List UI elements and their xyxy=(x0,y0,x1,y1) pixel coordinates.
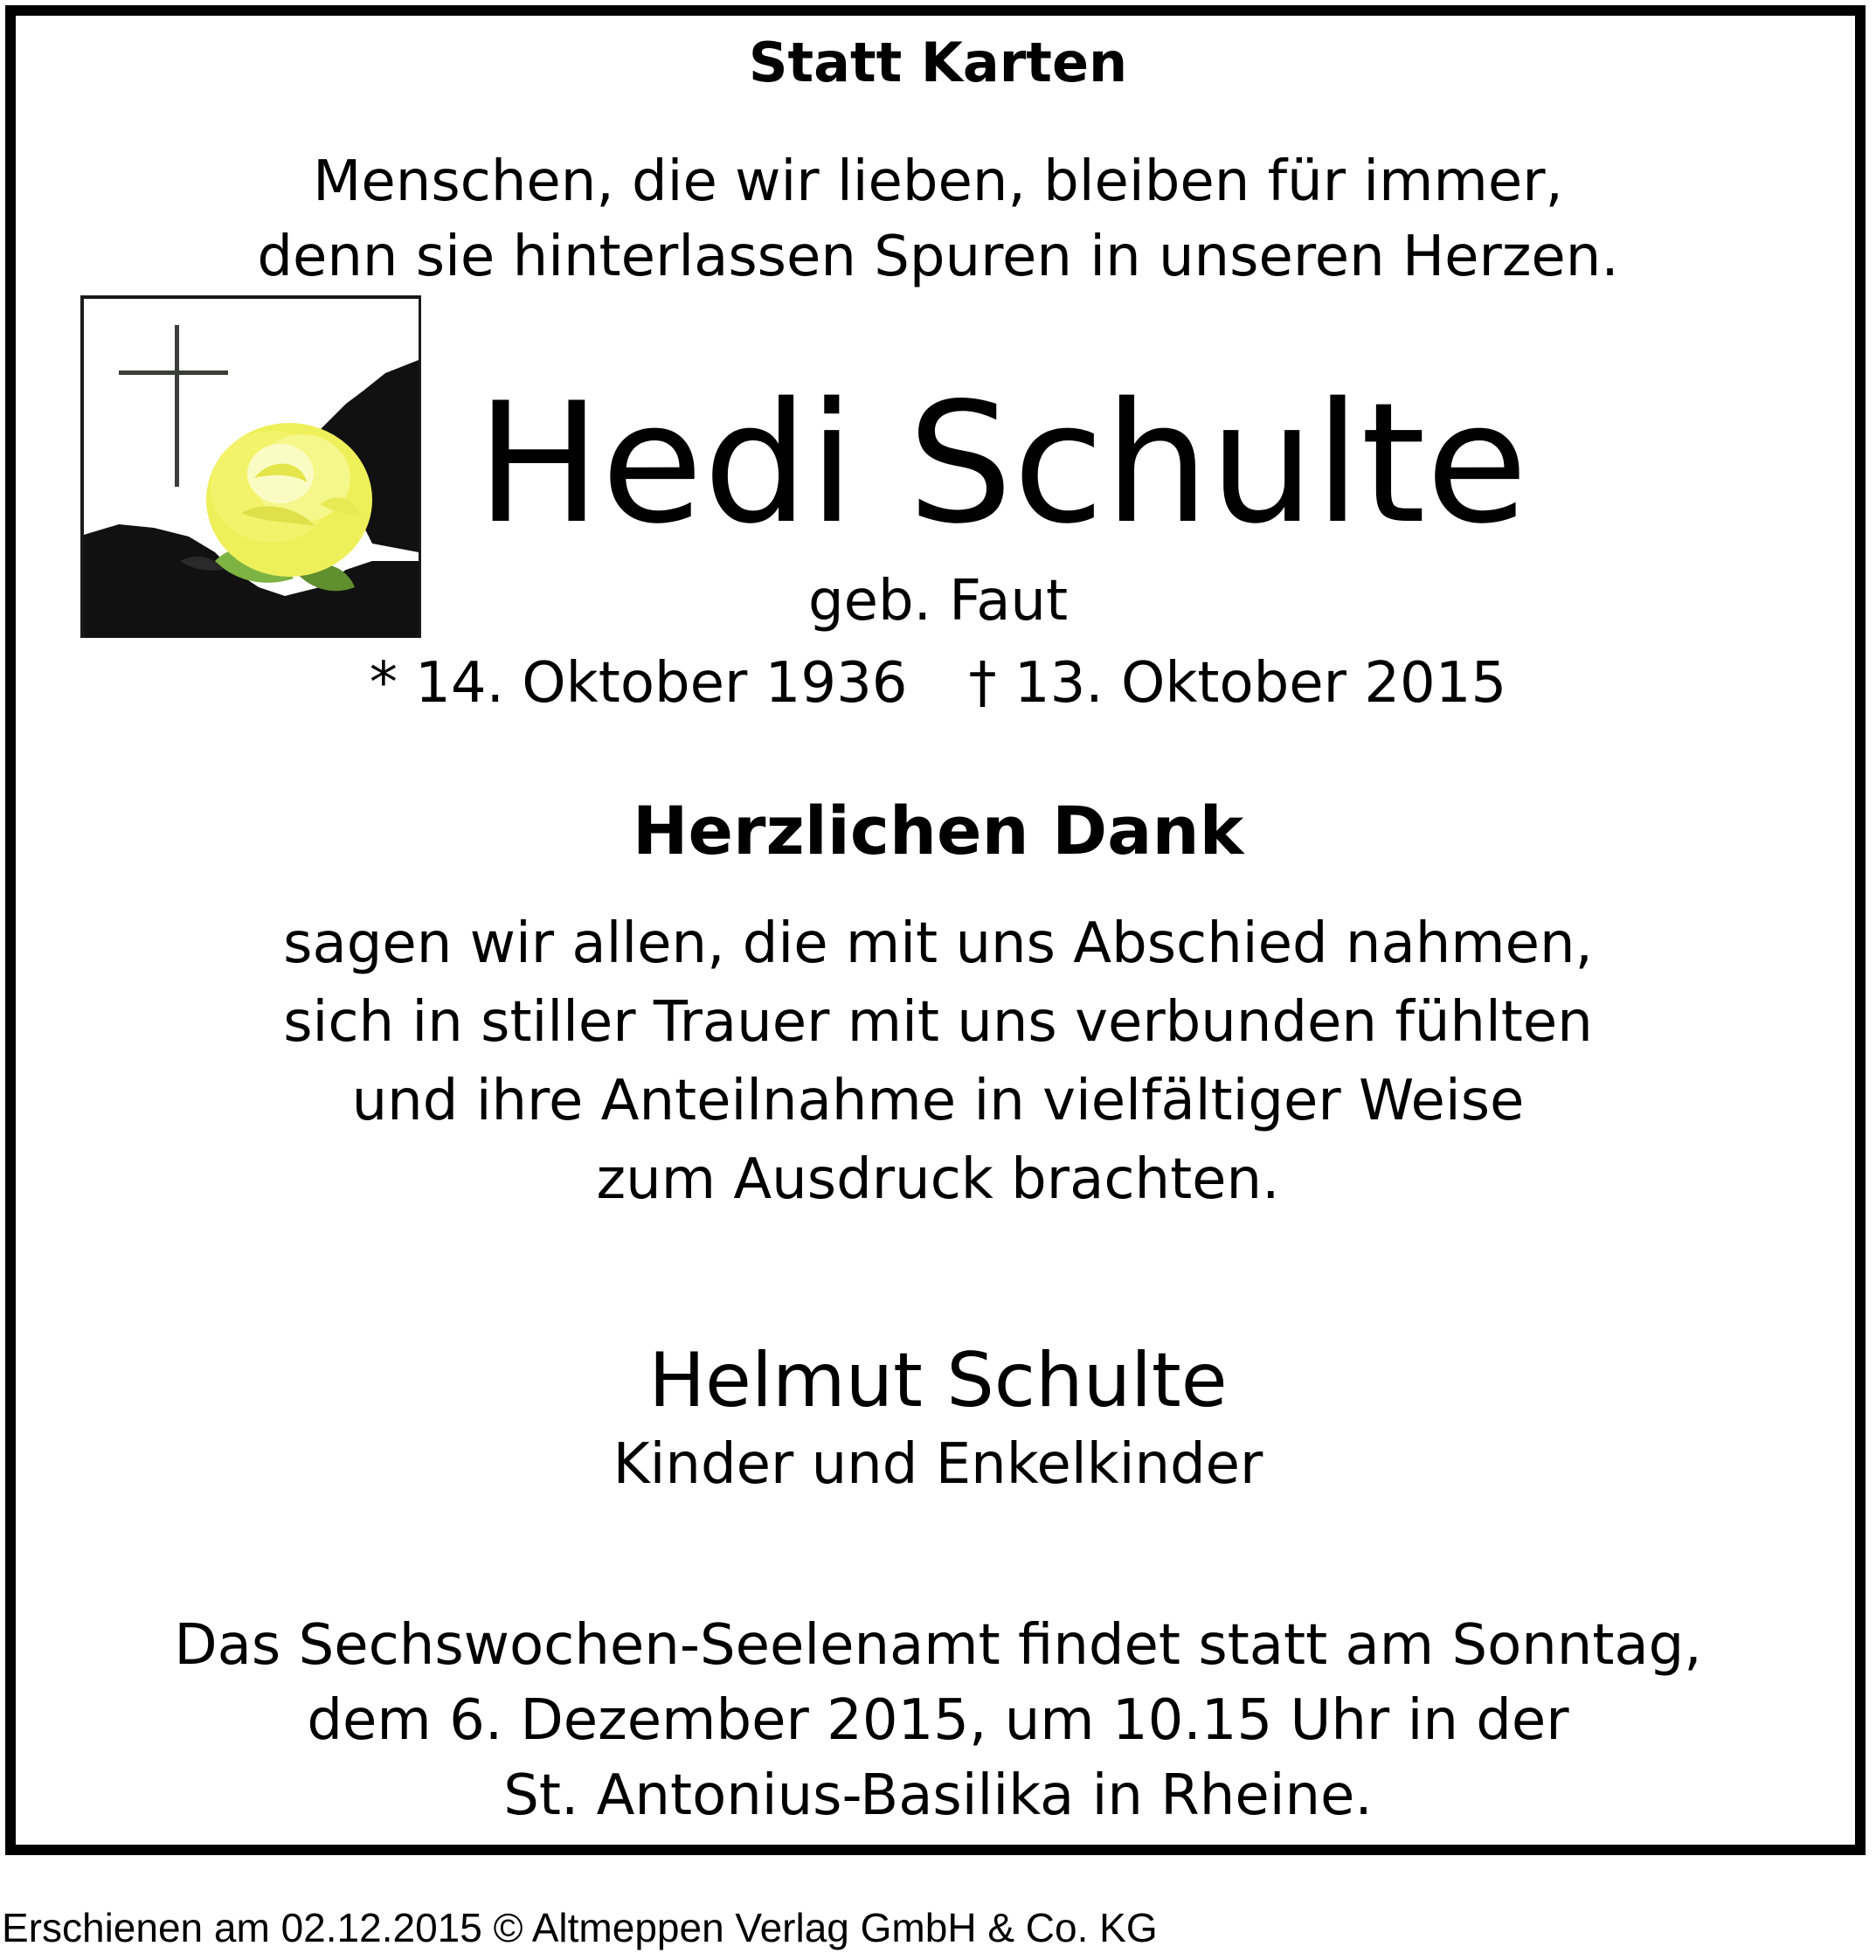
signer-name: Helmut Schulte xyxy=(648,1337,1228,1424)
service-line: Das Sechswochen-Seelenamt findet statt am Sonntag, xyxy=(174,1613,1702,1678)
thanks-title: Herzlichen Dank xyxy=(632,792,1244,869)
memorial-quote xyxy=(0,144,1876,294)
quote-line: Menschen, die wir lieben, bleiben für immer, xyxy=(313,149,1563,214)
thanks-line: sich in stiller Trauer mit uns verbunden fühlten xyxy=(283,990,1593,1055)
thanks-line: sagen wir allen, die mit uns Abschied nahmen, xyxy=(283,911,1593,976)
thanks-text xyxy=(0,904,1876,1219)
birth-date: * 14. Oktober 1936 xyxy=(369,651,908,716)
service-line: dem 6. Dezember 2015, um 10.15 Uhr in der xyxy=(307,1688,1569,1753)
death-date: † 13. Oktober 2015 xyxy=(968,651,1507,716)
thanks-line: zum Ausdruck brachten. xyxy=(596,1147,1280,1212)
notice-heading: Statt Karten xyxy=(748,31,1128,94)
life-dates xyxy=(0,648,1876,718)
service-announcement xyxy=(0,1608,1876,1833)
birth-name: geb. Faut xyxy=(807,569,1069,634)
cross-icon xyxy=(119,325,241,491)
quote-line: denn sie hinterlassen Spuren in unseren Herzen. xyxy=(257,225,1619,289)
thanks-line: und ihre Anteilnahme in vielfältiger Weise xyxy=(351,1069,1525,1133)
service-line: St. Antonius-Basilika in Rheine. xyxy=(503,1763,1373,1828)
publication-note: Erschienen am 02.12.2015 © Altmeppen Verlag GmbH & Co. KG xyxy=(2,1905,1158,1950)
family-line: Kinder und Enkelkinder xyxy=(613,1432,1263,1497)
deceased-name: Hedi Schulte xyxy=(476,367,1528,560)
